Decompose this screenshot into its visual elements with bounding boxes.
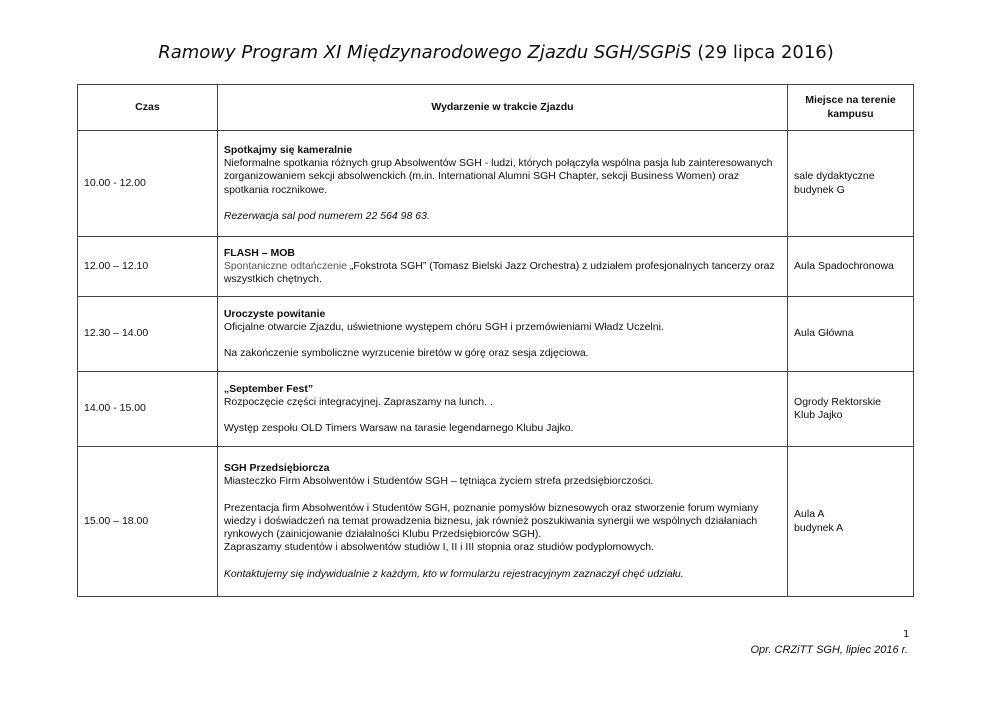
table-row bbox=[78, 447, 914, 597]
row-place bbox=[788, 447, 914, 597]
program-table bbox=[77, 84, 914, 597]
header-place: Miejsce na terenie kampusu bbox=[788, 85, 914, 131]
row-event bbox=[217, 372, 787, 447]
event-title: „September Fest” bbox=[223, 382, 314, 395]
header-event: Wydarzenie w trakcie Zjazdu bbox=[217, 85, 787, 131]
row-time: 15.00 – 18.00 bbox=[78, 447, 218, 597]
title-main: Ramowy Program XI Międzynarodowego Zjazdu SGH/SGPiS bbox=[158, 42, 692, 63]
header-time: Czas bbox=[78, 85, 218, 131]
table-row bbox=[78, 237, 914, 297]
event-title: FLASH – MOB bbox=[223, 246, 295, 259]
row-time: 10.00 - 12.00 bbox=[78, 131, 218, 237]
event-title: SGH Przedsiębiorcza bbox=[223, 462, 330, 475]
row-event bbox=[217, 447, 787, 597]
table-header-row bbox=[78, 85, 914, 131]
row-place bbox=[788, 372, 914, 447]
row-time: 12.30 – 14.00 bbox=[78, 297, 218, 372]
title-date: (29 lipca 2016) bbox=[691, 42, 834, 63]
row-place bbox=[788, 237, 914, 297]
place-line: budynek G bbox=[794, 183, 845, 196]
event-description: Zapraszamy studentów i absolwentów studiów I, II i III stopnia oraz studiów podyplomowych. bbox=[223, 541, 654, 554]
event-title: Uroczyste powitanie bbox=[223, 307, 326, 320]
event-note: Rezerwacja sal pod numerem 22 564 98 63. bbox=[223, 209, 430, 222]
page-title bbox=[0, 42, 992, 63]
place-line: Aula Główna bbox=[794, 327, 854, 340]
event-description: Rozpoczęcie części integracyjnej. Zapraszamy na lunch. . bbox=[223, 395, 493, 408]
event-description bbox=[224, 260, 781, 286]
row-event bbox=[217, 237, 787, 297]
place-line: Aula A bbox=[794, 508, 825, 521]
event-description: Na zakończenie symboliczne wyrzucenie biretów w górę oraz sesja zdjęciowa. bbox=[223, 347, 589, 360]
place-line: sale dydaktyczne bbox=[794, 170, 875, 183]
place-line: Aula Spadochronowa bbox=[794, 259, 894, 272]
event-title: Spotkajmy się kameralnie bbox=[223, 143, 353, 156]
row-place bbox=[788, 131, 914, 237]
event-description: Prezentacja firm Absolwentów i Studentów SGH, poznanie pomysłów biznesowych oraz stworzenie forum wymiany wiedzy i doświadczeń na temat prowadzenia biznesu, jak również poszukiwania synergii we wspólnych działaniach rynkowych (zainicjowanie działalności Klubu Przedsiębiorców SGH). bbox=[223, 501, 759, 541]
table-row bbox=[78, 297, 914, 372]
event-description-rest: „Fokstrota SGH” (Tomasz Bielski Jazz Orchestra) z udziałem profesjonalnych tancerzy oraz wszystkich chętnych. bbox=[223, 259, 775, 286]
place-line: budynek A bbox=[794, 521, 844, 534]
row-time: 12.00 – 12.10 bbox=[78, 237, 218, 297]
row-time: 14.00 - 15.00 bbox=[78, 372, 218, 447]
place-line: Ogrody Rektorskie bbox=[794, 395, 881, 408]
event-note: Kontaktujemy się indywidualnie z każdym, kto w formularzu rejestracyjnym zaznaczył chęć udziału. bbox=[223, 567, 684, 580]
row-event bbox=[217, 297, 787, 372]
event-description: Miasteczko Firm Absolwentów i Studentów SGH – tętniąca życiem strefa przedsiębiorczości. bbox=[223, 475, 654, 488]
page-number: 1 bbox=[903, 629, 910, 640]
event-description: Występ zespołu OLD Timers Warsaw na tarasie legendarnego Klubu Jajko. bbox=[223, 422, 574, 435]
table-row bbox=[78, 131, 914, 237]
footer-note: Opr. CRZiTT SGH, lipiec 2016 r. bbox=[750, 644, 908, 656]
event-description: Nieformalne spotkania różnych grup Absolwentów SGH - ludzi, których połączyła wspólna pasja lub zainteresowanych zorganizowaniem sekcji absolwenckich (m.in. International Alumni SGH Chapter, sekcji Business Women) oraz spotkania rocznikowe. bbox=[223, 157, 773, 196]
place-line: Klub Jajko bbox=[794, 409, 843, 421]
event-description: Oficjalne otwarcie Zjazdu, uświetnione występem chóru SGH i przemówieniami Władz Uczelni. bbox=[223, 320, 664, 333]
table-row bbox=[78, 372, 914, 447]
event-description-gray: Spontaniczne odtańczenie bbox=[223, 259, 348, 272]
row-event bbox=[217, 131, 787, 237]
row-place bbox=[788, 297, 914, 372]
